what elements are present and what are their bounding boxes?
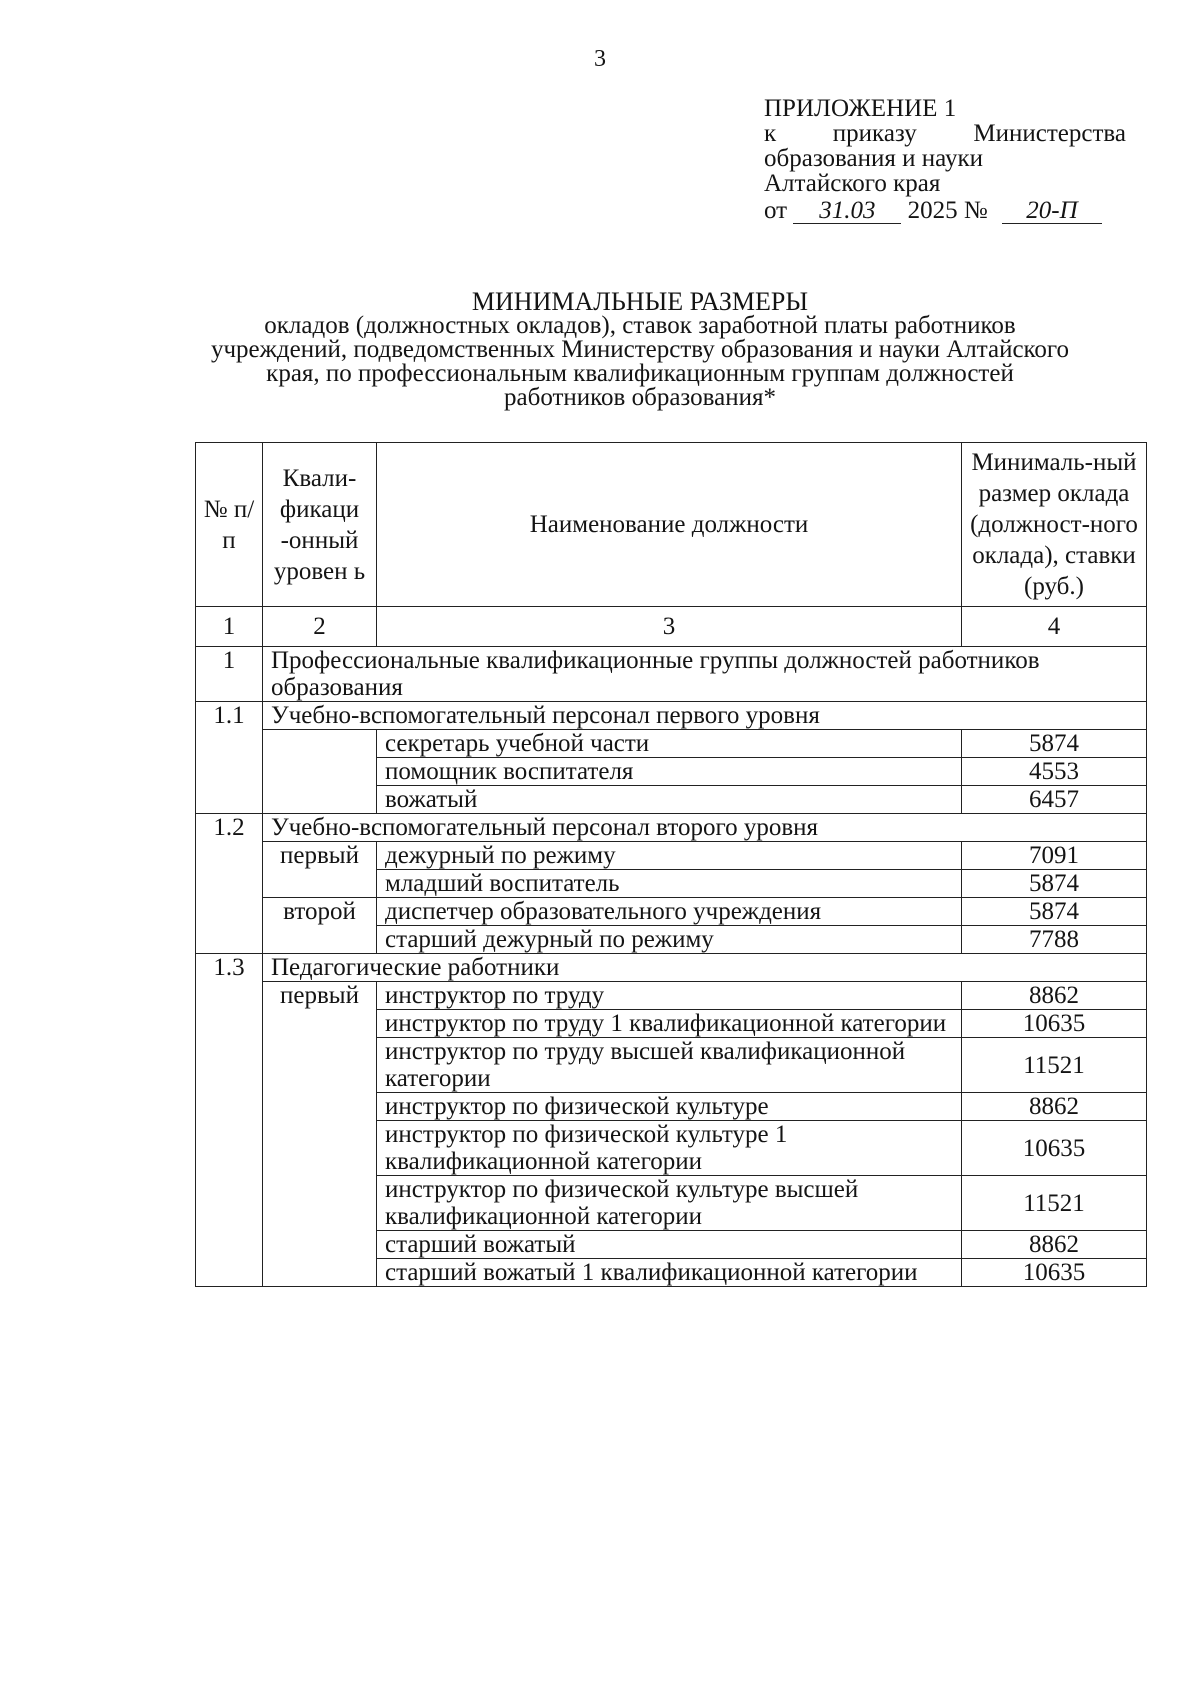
table-row [196, 842, 1147, 870]
empty-cell [196, 1121, 263, 1176]
header-num: № п/п [196, 443, 263, 607]
table-row [196, 870, 1147, 898]
position-cell: инструктор по физической культуре [377, 1093, 962, 1121]
header-level: Квали-фикаци -онный уровен ь [263, 443, 377, 607]
position-cell: диспетчер образовательного учреждения [377, 898, 962, 926]
appendix-word: к [764, 120, 777, 147]
level-cell [263, 1038, 377, 1093]
handwritten-order-number: 20-П [1002, 198, 1102, 224]
position-cell: инструктор по труду [377, 982, 962, 1010]
salary-cell: 8862 [962, 1231, 1147, 1259]
table-row [196, 758, 1147, 786]
empty-cell [196, 1176, 263, 1231]
empty-cell [196, 730, 263, 758]
table-row [196, 926, 1147, 954]
empty-cell [196, 786, 263, 814]
level-cell [263, 786, 377, 814]
date-prefix: от [764, 197, 788, 224]
level-cell [263, 1121, 377, 1176]
level-cell [263, 1176, 377, 1231]
table-row [196, 1038, 1147, 1093]
level-cell [263, 926, 377, 954]
position-cell: старший вожатый [377, 1231, 962, 1259]
level-cell [263, 1259, 377, 1287]
salary-cell: 10635 [962, 1259, 1147, 1287]
group-row [196, 814, 1147, 842]
order-date-line [764, 198, 1126, 224]
level-cell: второй [263, 898, 377, 926]
empty-cell [196, 1231, 263, 1259]
year-label: 2025 № [907, 197, 988, 224]
document-title [150, 287, 1130, 411]
level-cell [263, 730, 377, 758]
section-label: Профессиональные квалификационные группы должностей работников образования [263, 647, 1147, 702]
column-number: 2 [263, 607, 377, 647]
group-num: 1.3 [196, 954, 263, 982]
level-cell [263, 1231, 377, 1259]
position-cell: инструктор по труду высшей квалификационной категории [377, 1038, 962, 1093]
empty-cell [196, 1259, 263, 1287]
salary-cell: 5874 [962, 898, 1147, 926]
salary-cell: 10635 [962, 1010, 1147, 1038]
salary-cell: 5874 [962, 730, 1147, 758]
table-row [196, 786, 1147, 814]
group-num: 1.1 [196, 702, 263, 730]
empty-cell [196, 870, 263, 898]
section-num: 1 [196, 647, 263, 702]
empty-cell [196, 842, 263, 870]
position-cell: вожатый [377, 786, 962, 814]
salary-cell: 4553 [962, 758, 1147, 786]
table-row [196, 1176, 1147, 1231]
group-row [196, 702, 1147, 730]
column-number: 1 [196, 607, 263, 647]
level-cell: первый [263, 982, 377, 1010]
appendix-title: ПРИЛОЖЕНИЕ 1 [764, 95, 957, 122]
title-line: учреждений, подведомственных Министерству образования и науки Алтайского [210, 336, 1070, 363]
appendix-word: приказу [832, 120, 917, 147]
position-cell: младший воспитатель [377, 870, 962, 898]
table-row [196, 1121, 1147, 1176]
empty-cell [196, 898, 263, 926]
header-position: Наименование должности [377, 443, 962, 607]
header-salary: Минималь-ный размер оклада (должност-ного оклада), ставки (руб.) [962, 443, 1147, 607]
table-row [196, 730, 1147, 758]
table-row [196, 1010, 1147, 1038]
position-cell: инструктор по физической культуре высшей квалификационной категории [377, 1176, 962, 1231]
page-number: 3 [594, 46, 606, 72]
position-cell: инструктор по труду 1 квалификационной категории [377, 1010, 962, 1038]
group-label: Учебно-вспомогательный персонал второго уровня [263, 814, 1147, 842]
salary-cell: 7788 [962, 926, 1147, 954]
column-number: 4 [962, 607, 1147, 647]
handwritten-date: 31.03 [793, 198, 901, 224]
salary-cell: 7091 [962, 842, 1147, 870]
appendix-word: Министерства [973, 120, 1126, 147]
salary-cell: 11521 [962, 1038, 1147, 1093]
title-line: окладов (должностных окладов), ставок заработной платы работников [264, 312, 1016, 339]
table-row [196, 898, 1147, 926]
salary-cell: 8862 [962, 1093, 1147, 1121]
empty-cell [196, 758, 263, 786]
level-cell [263, 1093, 377, 1121]
position-cell: дежурный по режиму [377, 842, 962, 870]
position-cell: старший дежурный по режиму [377, 926, 962, 954]
salary-table [195, 442, 1147, 1287]
salary-cell: 5874 [962, 870, 1147, 898]
appendix-line-1 [764, 121, 1126, 146]
salary-cell: 8862 [962, 982, 1147, 1010]
table-row [196, 1231, 1147, 1259]
table-row [196, 1259, 1147, 1287]
title-line: края, по профессиональным квалификационным группам должностей [266, 360, 1014, 387]
salary-cell: 10635 [962, 1121, 1147, 1176]
appendix-line-2: образования и науки [764, 145, 983, 172]
level-cell [263, 758, 377, 786]
position-cell: инструктор по физической культуре 1 квалификационной категории [377, 1121, 962, 1176]
position-cell: помощник воспитателя [377, 758, 962, 786]
level-cell [263, 1010, 377, 1038]
table-row [196, 1093, 1147, 1121]
empty-cell [196, 1010, 263, 1038]
appendix-block [764, 96, 1126, 224]
level-cell: первый [263, 842, 377, 870]
column-number-row [196, 607, 1147, 647]
level-cell [263, 870, 377, 898]
position-cell: старший вожатый 1 квалификационной категории [377, 1259, 962, 1287]
position-cell: секретарь учебной части [377, 730, 962, 758]
salary-cell: 11521 [962, 1176, 1147, 1231]
group-num: 1.2 [196, 814, 263, 842]
group-row [196, 954, 1147, 982]
group-label: Учебно-вспомогательный персонал первого уровня [263, 702, 1147, 730]
empty-cell [196, 926, 263, 954]
title-line: работников образования* [504, 384, 776, 411]
table-row [196, 982, 1147, 1010]
title-main: МИНИМАЛЬНЫЕ РАЗМЕРЫ [471, 287, 809, 316]
empty-cell [196, 1093, 263, 1121]
column-number: 3 [377, 607, 962, 647]
header-row [196, 443, 1147, 607]
appendix-line-3: Алтайского края [764, 170, 941, 197]
empty-cell [196, 1038, 263, 1093]
section-row [196, 647, 1147, 702]
salary-cell: 6457 [962, 786, 1147, 814]
group-label: Педагогические работники [263, 954, 1147, 982]
empty-cell [196, 982, 263, 1010]
